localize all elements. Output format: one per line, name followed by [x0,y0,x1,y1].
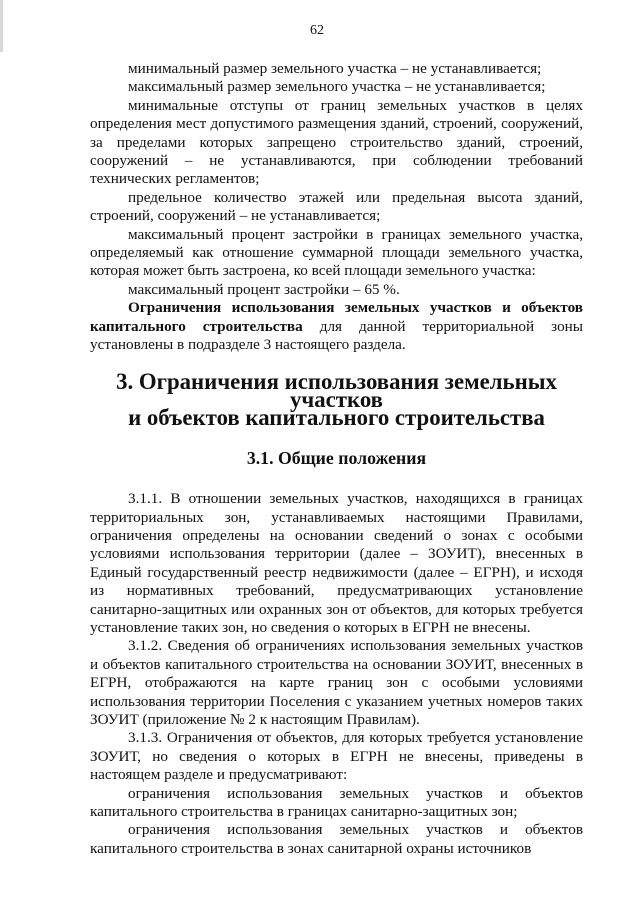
restrictions-bold-phrase: Ограничения использования земельных участков и объектов капитального строительства [90,299,583,335]
paragraph-3-1-3: 3.1.3. Ограничения от объектов, для которых требуется установление ЗОУИТ, но сведения о которых в ЕГРН не внесены, приведены в настоящем разделе и предусматривают: [90,729,583,784]
section-heading-line-2: и объектов капитального строительства [128,405,545,431]
page-number: 62 [310,23,324,38]
subsection-heading: 3.1. Общие положения [246,447,427,468]
paragraph-min-setbacks: минимальные отступы от границ земельных участков в целях определения мест допустимого размещения зданий, строений, сооружений, за пределами которых запрещено строительство зданий, строений, сооружений – не устанавливаются, при соблюдении требований технических регламентов; [90,96,583,188]
paragraph-floor-limit: предельное количество этажей или предельная высота зданий, строений, сооружений – не устанавливается; [90,188,583,225]
section-heading-line-1: 3. Ограничения использования земельных участков [116,368,557,412]
paragraph-max-plot-size: максимальный размер земельного участка – не устанавливается; [128,78,546,96]
paragraph-sanitary-water-protection-zones: ограничения использования земельных участков и объектов капитального строительства в зонах санитарной охраны источников [90,821,583,857]
paragraph-building-percent-value: максимальный процент застройки – 65 %. [128,280,400,298]
paragraph-3-1-1: 3.1.1. В отношении земельных участков, находящихся в границах территориальных зон, устанавливаемых настоящими Правилами, ограничения определены на основании сведений о зонах с особыми условиями использования территории (далее – ЗОУИТ), внесенных в Единый государственный реестр недвижимости (далее – ЕГРН), и исходя из нормативных требований, предусматривающих установление санитарно-защитных или охранных зон от объектов, для которых требуется установление таких зон, но сведения о которых в ЕГРН не внесены. [90,490,583,636]
document-body [90,60,583,858]
section-heading [90,368,583,431]
paragraph-3-1-2: 3.1.2. Сведения об ограничениях использования земельных участков и объектов капитального строительства на основании ЗОУИТ, внесенных в ЕГРН, отображаются на карте границ зон с особыми условиями использования территории Поселения с указанием учетных номеров таких ЗОУИТ (приложение № 2 к настоящим Правилам). [90,637,583,728]
restrictions-regular-phrase: для данной территориальной зоны установлены в подразделе 3 настоящего раздела. [90,317,583,354]
paragraph-sanitary-protection-zones: ограничения использования земельных участков и объектов капитального строительства в границах санитарно-защитных зон; [90,784,583,821]
paragraph-min-plot-size: минимальный размер земельного участка – не устанавливается; [128,60,542,77]
paragraph-zone-restrictions [90,299,583,354]
paragraph-building-percent-definition: максимальный процент застройки в границах земельного участка, определяемый как отношение суммарной площади земельного участка, которая может быть застроена, ко всей площади земельного участка: [90,225,583,280]
